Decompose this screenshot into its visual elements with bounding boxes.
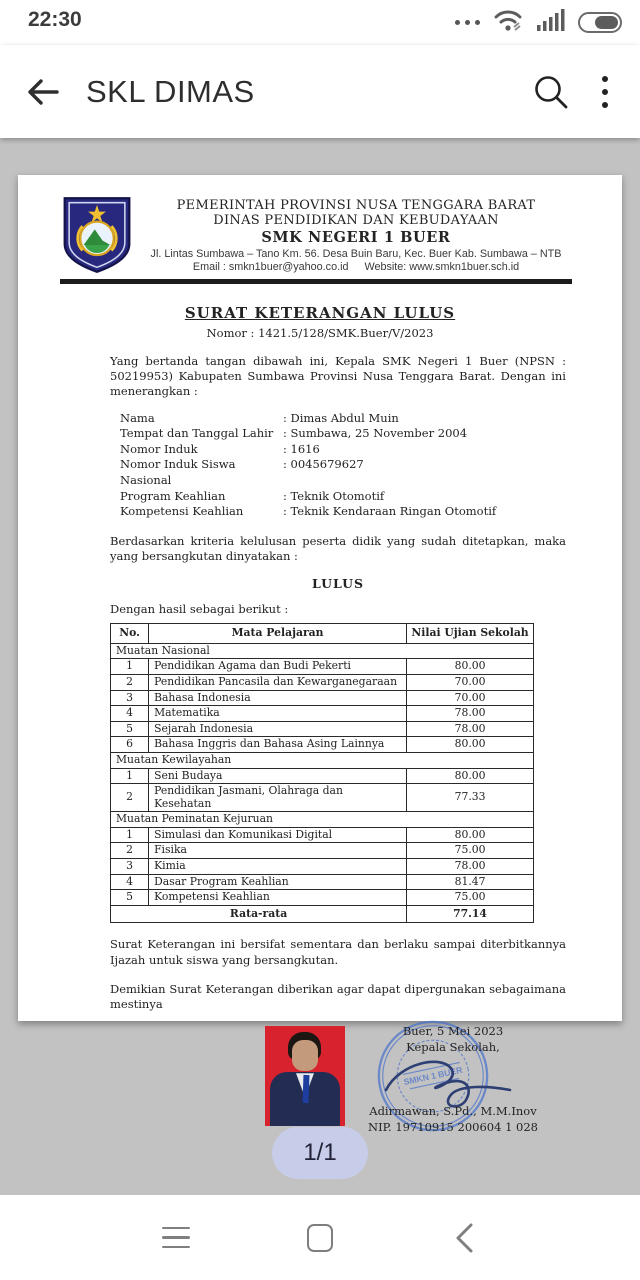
cell-score: 78.00 bbox=[407, 859, 534, 875]
table-section-row bbox=[111, 752, 534, 768]
closing-paragraph-2: Demikian Surat Keterangan diberikan agar dapat dipergunakan sebagaimana mestinya bbox=[110, 981, 566, 1012]
grades-table bbox=[110, 623, 534, 923]
headmaster-nip: NIP. 19710915 200604 1 028 bbox=[368, 1119, 538, 1134]
table-section-row bbox=[111, 812, 534, 828]
table-row bbox=[111, 706, 534, 722]
cell-subject: Pendidikan Agama dan Budi Pekerti bbox=[149, 659, 407, 675]
nav-back-button[interactable] bbox=[436, 1210, 492, 1266]
table-row bbox=[111, 859, 534, 875]
letterhead-line2: DINAS PENDIDIKAN DAN KEBUDAYAAN bbox=[213, 213, 499, 228]
headmaster-name: Adirmawan, S.Pd., M.M.Inov bbox=[369, 1104, 537, 1119]
table-row bbox=[111, 768, 534, 784]
cell-number: 2 bbox=[111, 784, 149, 812]
letterhead-divider bbox=[60, 279, 572, 284]
search-icon bbox=[531, 72, 571, 112]
photo-face bbox=[292, 1040, 318, 1071]
cell-score: 80.00 bbox=[407, 659, 534, 675]
student-field-value: : Teknik Otomotif bbox=[283, 488, 385, 503]
certificate-title: SURAT KETERANGAN LULUS bbox=[184, 304, 456, 322]
grades-table-body bbox=[111, 643, 534, 923]
student-photo bbox=[265, 1026, 345, 1126]
wifi-icon bbox=[492, 7, 524, 38]
letterhead-address: Jl. Lintas Sumbawa – Tano Km. 56. Desa Buin Baru, Kec. Buer Kab. Sumbawa – NTB bbox=[150, 248, 562, 260]
recents-button[interactable] bbox=[148, 1210, 204, 1266]
table-row bbox=[111, 721, 534, 737]
student-field-label: Nomor Induk Siswa Nasional bbox=[120, 457, 236, 487]
table-row bbox=[111, 674, 534, 690]
cell-subject: Bahasa Indonesia bbox=[149, 690, 407, 706]
letterhead-contact bbox=[134, 261, 578, 273]
table-row bbox=[111, 737, 534, 753]
cell-score: 70.00 bbox=[407, 690, 534, 706]
table-row bbox=[111, 784, 534, 812]
ntb-province-logo bbox=[60, 196, 134, 274]
table-row bbox=[111, 659, 534, 675]
document-title-text: SKL DIMAS bbox=[86, 73, 255, 109]
letterhead bbox=[60, 196, 578, 274]
student-field-value: : Sumbawa, 25 November 2004 bbox=[283, 426, 468, 441]
cell-number: 1 bbox=[111, 827, 149, 843]
student-row bbox=[120, 411, 566, 427]
photo-tie bbox=[302, 1075, 309, 1103]
cell-score: 80.00 bbox=[407, 768, 534, 784]
search-button[interactable] bbox=[524, 65, 578, 119]
letterhead-line1: PEMERINTAH PROVINSI NUSA TENGGARA BARAT bbox=[176, 198, 536, 213]
table-row bbox=[111, 874, 534, 890]
cell-number: 4 bbox=[111, 706, 149, 722]
letterhead-text bbox=[134, 196, 578, 273]
grades-header-row bbox=[111, 624, 534, 644]
cell-subject: Kimia bbox=[149, 859, 407, 875]
cell-score: 78.00 bbox=[407, 706, 534, 722]
navigation-bar bbox=[0, 1195, 640, 1280]
cell-number: 1 bbox=[111, 659, 149, 675]
cell-number: 2 bbox=[111, 843, 149, 859]
student-row bbox=[120, 426, 566, 442]
cell-subject: Simulasi dan Komunikasi Digital bbox=[149, 827, 407, 843]
status-bar bbox=[0, 0, 640, 45]
student-row bbox=[120, 442, 566, 458]
result-text: LULUS bbox=[311, 576, 365, 592]
table-intro-text: Dengan hasil sebagai berikut : bbox=[110, 602, 289, 617]
role-text: Kepala Sekolah, bbox=[406, 1039, 500, 1054]
student-field-label: Nomor Induk bbox=[120, 441, 198, 456]
cell-number: 1 bbox=[111, 768, 149, 784]
intro-paragraph: Yang bertanda tangan dibawah ini, Kepala SMK Negeri 1 Buer (NPSN : 50219953) Kabupaten Sumbawa Provinsi Nusa Tenggara Barat. Dengan ini menerangkan : bbox=[110, 354, 566, 399]
cell-number: 5 bbox=[111, 721, 149, 737]
status-icons bbox=[455, 0, 622, 45]
student-field-label: Tempat dan Tanggal Lahir bbox=[120, 426, 274, 441]
student-field-value: : Teknik Kendaraan Ringan Otomotif bbox=[283, 504, 497, 519]
column-header: Mata Pelajaran bbox=[149, 624, 407, 644]
student-field-label: Program Keahlian bbox=[120, 488, 226, 503]
signature-identity bbox=[338, 1104, 568, 1135]
cell-subject: Fisika bbox=[149, 843, 407, 859]
cell-subject: Seni Budaya bbox=[149, 768, 407, 784]
student-row bbox=[120, 457, 566, 488]
student-row bbox=[120, 489, 566, 505]
page-indicator: 1/1 bbox=[272, 1127, 368, 1179]
home-icon bbox=[307, 1224, 333, 1252]
cell-subject: Sejarah Indonesia bbox=[149, 721, 407, 737]
battery-icon bbox=[578, 12, 622, 33]
total-value: 77.14 bbox=[407, 905, 534, 923]
cell-score: 70.00 bbox=[407, 674, 534, 690]
total-label: Rata-rata bbox=[111, 905, 407, 923]
cell-score: 80.00 bbox=[407, 737, 534, 753]
table-row bbox=[111, 827, 534, 843]
cell-number: 4 bbox=[111, 874, 149, 890]
section-label: Muatan Kewilayahan bbox=[111, 752, 534, 768]
student-field-label: Nama bbox=[120, 410, 155, 425]
cell-score: 81.47 bbox=[407, 874, 534, 890]
cell-number: 5 bbox=[111, 890, 149, 906]
stamp-text: SMKN 1 BUER bbox=[402, 1065, 464, 1088]
cell-score: 80.00 bbox=[407, 827, 534, 843]
more-notifications-icon bbox=[455, 20, 480, 25]
student-field-value: : Dimas Abdul Muin bbox=[283, 410, 399, 425]
table-row bbox=[111, 890, 534, 906]
cell-score: 77.33 bbox=[407, 784, 534, 812]
student-field-value: : 1616 bbox=[283, 441, 320, 456]
cell-number: 2 bbox=[111, 674, 149, 690]
student-row bbox=[120, 504, 566, 520]
clock-text: 22:30 bbox=[28, 8, 82, 31]
table-section-row bbox=[111, 643, 534, 659]
back-chevron-icon bbox=[452, 1221, 476, 1255]
cell-subject: Matematika bbox=[149, 706, 407, 722]
closing-paragraph-1: Surat Keterangan ini bersifat sementara dan berlaku sampai diterbitkannya Ijazah untuk siswa yang bersangkutan. bbox=[110, 937, 566, 967]
student-info bbox=[120, 411, 566, 520]
student-field-label: Kompetensi Keahlian bbox=[120, 504, 244, 519]
cell-number: 6 bbox=[111, 737, 149, 753]
column-header: No. bbox=[111, 624, 149, 644]
certificate-body bbox=[110, 354, 566, 1186]
certificate-page bbox=[18, 175, 622, 1134]
cell-score: 75.00 bbox=[407, 843, 534, 859]
cell-subject: Kompetensi Keahlian bbox=[149, 890, 407, 906]
overflow-menu-button[interactable] bbox=[578, 65, 632, 119]
letterhead-email: Email : smkn1buer@yahoo.co.id bbox=[192, 261, 349, 273]
section-label: Muatan Peminatan Kejuruan bbox=[111, 812, 534, 828]
signature-heading bbox=[348, 1024, 558, 1055]
cell-number: 3 bbox=[111, 690, 149, 706]
recents-icon bbox=[162, 1227, 190, 1249]
statement-paragraph: Berdasarkan kriteria kelulusan peserta didik yang sudah ditetapkan, maka yang bersangkutan dinyatakan : bbox=[110, 533, 566, 563]
letterhead-school-name: SMK NEGERI 1 BUER bbox=[261, 229, 451, 246]
cell-subject: Pendidikan Jasmani, Olahraga dan Kesehatan bbox=[149, 784, 407, 812]
pdf-viewer-canvas[interactable] bbox=[0, 138, 640, 1195]
home-button[interactable] bbox=[292, 1210, 348, 1266]
cell-subject: Bahasa Inggris dan Bahasa Asing Lainnya bbox=[149, 737, 407, 753]
table-total-row bbox=[111, 905, 534, 923]
student-field-value: : 0045679627 bbox=[283, 457, 364, 472]
app-bar bbox=[0, 45, 640, 138]
letterhead-website: Website: www.smkn1buer.sch.id bbox=[364, 261, 520, 273]
kebab-icon bbox=[602, 76, 608, 108]
cell-subject: Pendidikan Pancasila dan Kewarganegaraan bbox=[149, 674, 407, 690]
cell-score: 78.00 bbox=[407, 721, 534, 737]
table-row bbox=[111, 690, 534, 706]
place-date-text: Buer, 5 Mei 2023 bbox=[402, 1024, 504, 1039]
back-button[interactable] bbox=[16, 66, 68, 118]
certificate-number: Nomor : 1421.5/128/SMK.Buer/V/2023 bbox=[206, 326, 434, 340]
cell-score: 75.00 bbox=[407, 890, 534, 906]
section-label: Muatan Nasional bbox=[111, 643, 534, 659]
cell-subject: Dasar Program Keahlian bbox=[149, 874, 407, 890]
signal-strength-icon bbox=[536, 8, 566, 37]
cell-number: 3 bbox=[111, 859, 149, 875]
table-row bbox=[111, 843, 534, 859]
column-header: Nilai Ujian Sekolah bbox=[407, 624, 534, 644]
